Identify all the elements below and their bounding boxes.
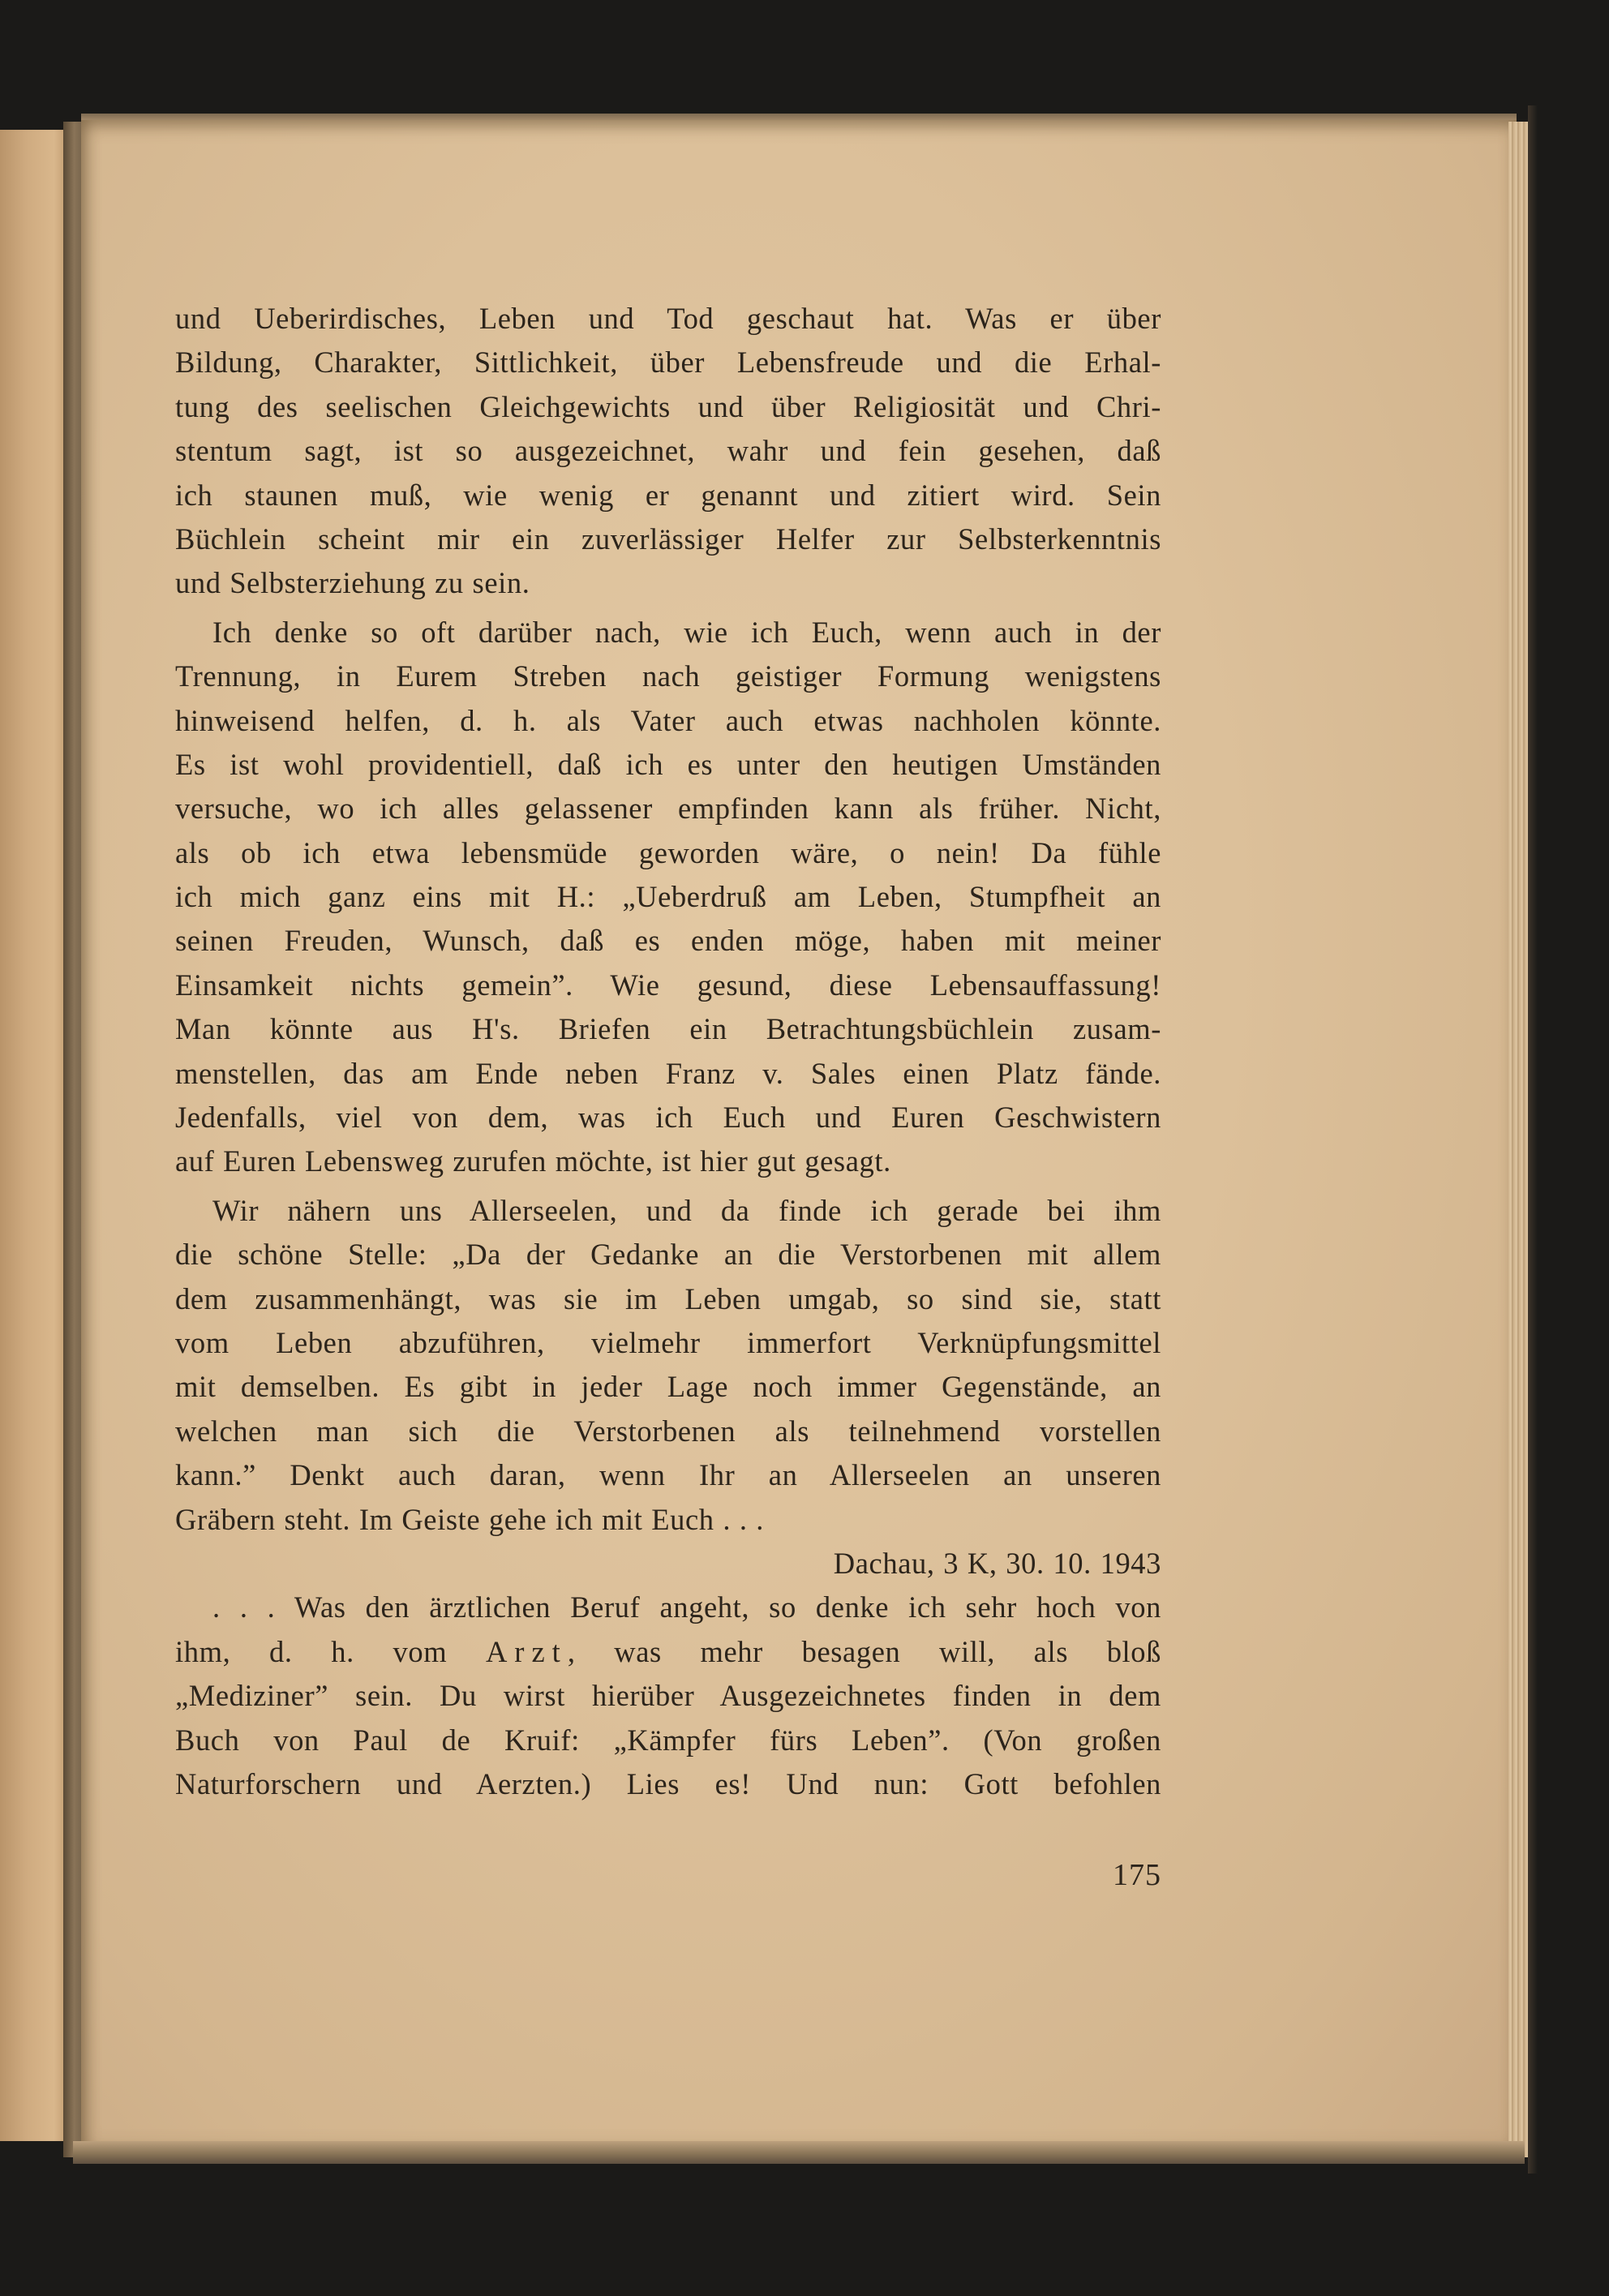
text-line: als ob ich etwa lebensmüde geworden wäre, o nein! Da fühle <box>175 835 1161 869</box>
page-fore-edge <box>1508 122 1530 2157</box>
text-line: Jedenfalls, viel von dem, was ich Euch und Euren Geschwistern <box>175 1101 1161 1135</box>
text-line: . . . Was den ärztlichen Beruf angeht, so denke ich sehr hoch von <box>212 1590 1161 1624</box>
text-line: versuche, wo ich alles gelassener empfinden kann als früher. Nicht, <box>175 792 1161 826</box>
text-line: die schöne Stelle: „Da der Gedanke an die Verstorbenen mit allem <box>175 1238 1161 1272</box>
text-line: Trennung, in Eurem Streben nach geistiger Formung wenigstens <box>175 659 1161 693</box>
text-line <box>175 1630 1161 1674</box>
paragraph <box>175 1586 1161 1806</box>
text-line: und Ueberirdisches, Leben und Tod geschaut hat. Was er über <box>175 302 1161 335</box>
text-line: tung des seelischen Gleichgewichts und über Religiosität und Chri- <box>175 389 1161 423</box>
text-line: Einsamkeit nichts gemein”. Wie gesund, diese Lebensauffassung! <box>175 968 1161 1002</box>
text-line: Ich denke so oft darüber nach, wie ich Euch, wenn auch in der <box>212 615 1161 649</box>
page-number: 175 <box>1113 1858 1161 1892</box>
text-line: „Mediziner” sein. Du wirst hierüber Ausgezeichnetes finden in dem <box>175 1679 1161 1713</box>
text-line: seinen Freuden, Wunsch, daß es enden möge, haben mit meiner <box>175 924 1161 958</box>
text-line: Bildung, Charakter, Sittlichkeit, über Lebensfreude und die Erhal- <box>175 345 1161 380</box>
text-line: Gräbern steht. Im Geiste gehe ich mit Euch . . . <box>175 1502 765 1536</box>
text-line: Naturforschern und Aerzten.) Lies es! Und nun: Gott befohlen <box>175 1766 1161 1800</box>
text-line: Büchlein scheint mir ein zuverlässiger Helfer zur Selbsterkenntnis <box>175 521 1161 556</box>
text-line: Es ist wohl providentiell, daß ich es unter den heutigen Umständen <box>175 747 1161 781</box>
text-line: vom Leben abzuführen, vielmehr immerfort Verknüpfungsmittel <box>175 1325 1161 1359</box>
text-segment: ihm, d. h. vom <box>175 1634 486 1668</box>
text-line: dem zusammenhängt, was sie im Leben umgab, so sind sie, statt <box>175 1281 1161 1315</box>
text-segment: , was mehr besagen will, als bloß <box>567 1634 1161 1668</box>
text-line: Man könnte aus H's. Briefen ein Betrachtungsbüchlein zusam- <box>175 1012 1161 1046</box>
text-line: und Selbsterziehung zu sein. <box>175 566 530 600</box>
text-line: welchen man sich die Verstorbenen als teilnehmend vorstellen <box>175 1414 1161 1448</box>
page-bottom-edge <box>73 2141 1525 2164</box>
text-line: auf Euren Lebensweg zurufen möchte, ist hier gut gesagt. <box>175 1144 891 1178</box>
paragraph <box>175 611 1161 1184</box>
text-line: kann.” Denkt auch daran, wenn Ihr an Allerseelen an unseren <box>175 1458 1161 1492</box>
spaced-emphasis: Arzt <box>485 1634 568 1668</box>
text-line: menstellen, das am Ende neben Franz v. Sales einen Platz fände. <box>175 1056 1161 1090</box>
page-text <box>175 297 1161 1806</box>
text-line: Wir nähern uns Allerseelen, und da finde ich gerade bei ihm <box>212 1193 1161 1227</box>
text-line: ich mich ganz eins mit H.: „Ueberdruß am Leben, Stumpfheit an <box>175 880 1161 914</box>
fore-edge-shadow <box>1528 105 1538 2174</box>
paragraph <box>175 297 1161 606</box>
text-line: stentum sagt, ist so ausgezeichnet, wahr und fein gesehen, daß <box>175 434 1161 468</box>
paragraph <box>175 1189 1161 1542</box>
dateline: Dachau, 3 K, 30. 10. 1943 <box>833 1546 1161 1580</box>
text-line: Buch von Paul de Kruif: „Kämpfer fürs Leben”. (Von großen <box>175 1723 1161 1757</box>
text-line: ich staunen muß, wie wenig er genannt und zitiert wird. Sein <box>175 478 1161 512</box>
text-line: mit demselben. Es gibt in jeder Lage noch immer Gegenstände, an <box>175 1370 1161 1404</box>
text-line: hinweisend helfen, d. h. als Vater auch etwas nachholen könnte. <box>175 703 1161 737</box>
